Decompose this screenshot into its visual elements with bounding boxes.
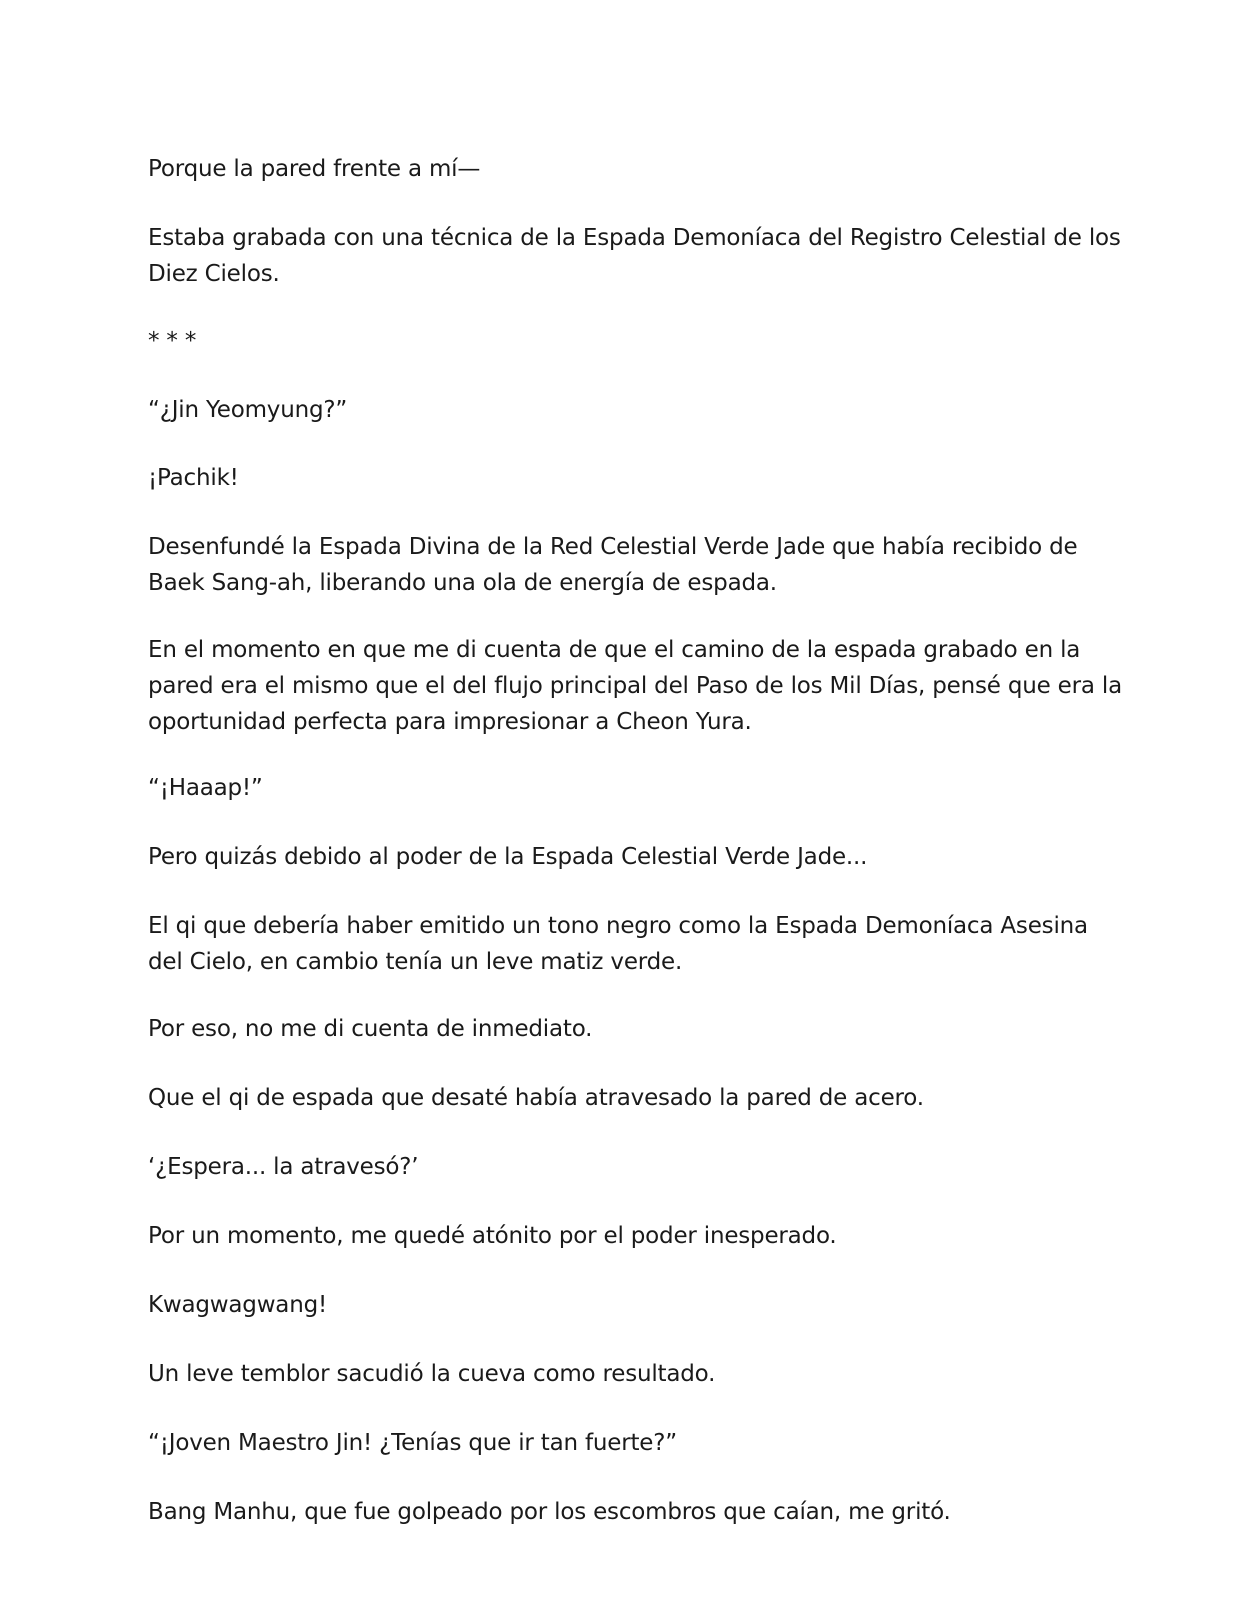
paragraph: En el momento en que me di cuenta de que el camino de la espada grabado en la pared era el mismo que el del flujo principal del Paso de los Mil Días, pensé que era la oportunidad perfecta para impresionar a Cheon Yura. bbox=[148, 637, 1130, 735]
paragraph: “¿Jin Yeomyung?” bbox=[148, 397, 348, 423]
paragraph: ¡Pachik! bbox=[148, 465, 239, 491]
paragraph: Que el qi de espada que desaté había atravesado la pared de acero. bbox=[148, 1085, 924, 1111]
scene-break: * * * bbox=[148, 328, 197, 354]
paragraph: “¡Joven Maestro Jin! ¿Tenías que ir tan fuerte?” bbox=[148, 1430, 677, 1456]
paragraph: Kwagwagwang! bbox=[148, 1292, 327, 1318]
paragraph: Estaba grabada con una técnica de la Espada Demoníaca del Registro Celestial de los Diez Cielos. bbox=[148, 225, 1128, 287]
paragraph: Desenfundé la Espada Divina de la Red Celestial Verde Jade que había recibido de Baek Sang-ah, liberando una ola de energía de espada. bbox=[148, 534, 1085, 596]
paragraph: Por un momento, me quedé atónito por el poder inesperado. bbox=[148, 1223, 837, 1249]
paragraph: ‘¿Espera... la atravesó?’ bbox=[148, 1154, 419, 1180]
paragraph: Porque la pared frente a mí— bbox=[148, 156, 481, 182]
paragraph: Por eso, no me di cuenta de inmediato. bbox=[148, 1016, 593, 1042]
paragraph: Pero quizás debido al poder de la Espada Celestial Verde Jade... bbox=[148, 844, 868, 870]
paragraph: Un leve temblor sacudió la cueva como resultado. bbox=[148, 1361, 716, 1387]
paragraph: Bang Manhu, que fue golpeado por los escombros que caían, me gritó. bbox=[148, 1499, 951, 1525]
paragraph: “¡Haaap!” bbox=[148, 775, 263, 801]
paragraph: El qi que debería haber emitido un tono negro como la Espada Demoníaca Asesina del Cielo, en cambio tenía un leve matiz verde. bbox=[148, 913, 1096, 975]
